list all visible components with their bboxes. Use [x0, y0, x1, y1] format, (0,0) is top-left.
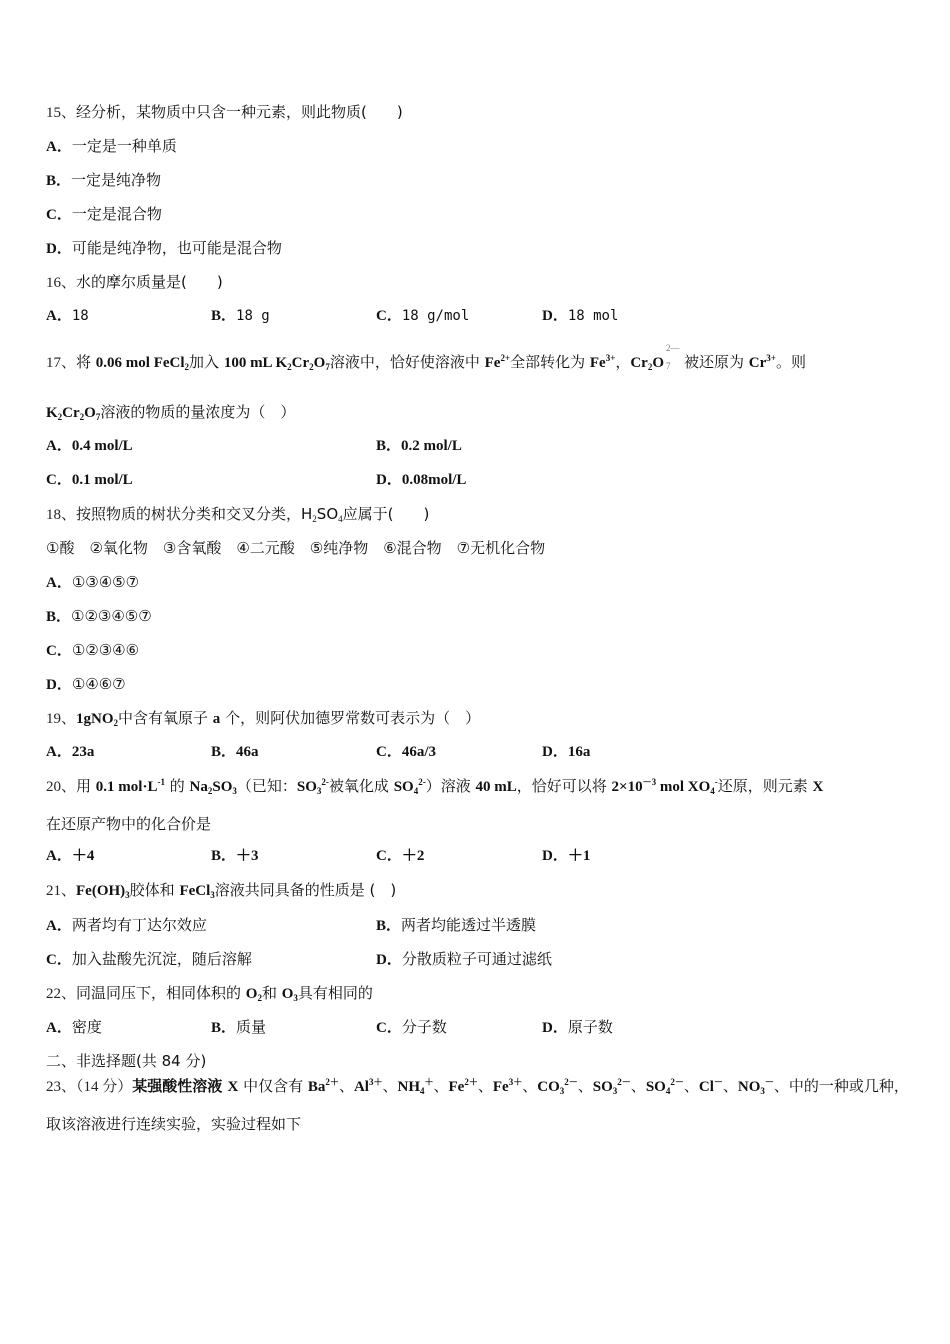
option-text: 0.2 mol/L	[401, 438, 462, 454]
charge-top: 2—	[666, 343, 680, 353]
separator: 、	[683, 1077, 699, 1095]
text: 溶液共同具备的性质是 ( )	[214, 881, 397, 899]
separator: 、	[773, 1077, 789, 1095]
q19-options	[46, 742, 926, 762]
subscript: 4	[710, 786, 715, 796]
ion: $Al^{3+}$	[353, 1077, 383, 1095]
charge-bottom: 7	[666, 361, 671, 371]
text: 某强酸性溶液	[132, 1077, 228, 1095]
option-text: 23a	[71, 744, 95, 760]
q17-option-a	[46, 436, 133, 456]
formula: O	[245, 986, 258, 1002]
text: 的	[164, 777, 190, 795]
subscript: 2	[647, 362, 653, 372]
superscript: 3+	[605, 353, 616, 363]
text: 具有相同的	[297, 984, 373, 1002]
subscript: 2	[57, 412, 63, 422]
option-label: C．	[46, 952, 72, 968]
option-label: A．	[46, 438, 72, 454]
subscript: 4	[338, 514, 343, 524]
option-text: 0.08mol/L	[401, 472, 467, 488]
option-label: C．	[376, 308, 402, 324]
subscript: 2	[312, 514, 317, 524]
text: 中仅含有	[238, 1077, 308, 1095]
q21-option-b	[376, 915, 536, 936]
option-label: D．	[542, 1020, 568, 1036]
question-number: 15、	[46, 105, 77, 121]
q20-stem-line1	[46, 776, 823, 797]
ion: $NH_4^+$	[397, 1077, 434, 1096]
q19-option-a	[46, 742, 94, 762]
question-number: 21、	[46, 883, 77, 899]
superscript: 2-	[418, 777, 426, 787]
separator: 、	[338, 1077, 354, 1095]
formula: Cr	[630, 355, 648, 371]
option-label: B．	[211, 848, 237, 864]
q20-option-b	[211, 846, 259, 866]
formula: SO	[212, 779, 233, 795]
option-label: B．	[46, 609, 72, 625]
subscript: 2	[207, 786, 213, 796]
option-text: ①②③④⑥	[71, 641, 140, 659]
q23-stem-line1	[46, 1076, 909, 1097]
option-label: D．	[542, 744, 568, 760]
ion: $CO_3^{2-}$	[537, 1077, 578, 1096]
classification-items: ①酸 ②氧化物 ③含氧酸 ④二元酸 ⑤纯净物 ⑥混合物 ⑦无机化合物	[46, 539, 546, 557]
text: 加入	[189, 353, 224, 371]
formula: O	[652, 355, 665, 371]
formula: 40 mL	[475, 779, 517, 795]
option-label: A．	[46, 1020, 72, 1036]
q22-options	[46, 1017, 926, 1037]
text: 同温同压下，相同体积的	[76, 984, 246, 1002]
option-label: B．	[211, 1020, 237, 1036]
text: 按照物质的树状分类和交叉分类，H	[76, 505, 313, 523]
ion: $Ba^{2+}$	[307, 1077, 339, 1095]
q18-option-c	[46, 640, 139, 661]
q19-option-d	[542, 742, 590, 762]
subscript: 2	[257, 993, 262, 1003]
option-text: 分散质粒子可通过滤纸	[401, 950, 552, 968]
formula: Cr	[291, 355, 310, 371]
option-text: 0.1 mol/L	[71, 472, 133, 488]
formula: O	[84, 405, 96, 421]
q15-option-a	[46, 136, 177, 157]
option-label: B．	[211, 744, 237, 760]
q21-option-d	[376, 949, 552, 970]
option-text: ＋3	[236, 848, 259, 864]
ion: $Fe^{3+}$	[492, 1077, 523, 1095]
option-label: C．	[376, 1020, 402, 1036]
formula: Cr	[62, 405, 80, 421]
formula: O	[281, 986, 294, 1002]
q20-options	[46, 846, 926, 866]
q16-stem	[46, 272, 223, 293]
q21-options-row1	[46, 915, 926, 935]
variable: X	[812, 779, 824, 795]
q17-stem-line1	[46, 343, 806, 373]
option-label: D．	[46, 677, 72, 693]
section-title: 二、非选择题(共 84 分)	[46, 1052, 207, 1070]
text: 中的一种或几种，	[788, 1077, 909, 1095]
ion: $Fe^{2+}$	[448, 1077, 478, 1095]
charge-stack	[664, 343, 684, 372]
text: 中含有氧原子	[118, 709, 213, 727]
option-text: ＋1	[567, 848, 591, 864]
option-label: A．	[46, 848, 72, 864]
q16-options	[46, 306, 926, 326]
option-label: B．	[46, 173, 72, 189]
q20-option-c	[376, 846, 424, 866]
option-text: 加入盐酸先沉淀，随后溶解	[71, 950, 252, 968]
option-label: D．	[542, 848, 568, 864]
text: 被氧化成	[328, 777, 394, 795]
question-number: 17、	[46, 355, 77, 371]
q21-option-a	[46, 915, 207, 936]
formula: 1gNO	[76, 711, 114, 727]
subscript: 2	[79, 412, 85, 422]
separator: 、	[722, 1077, 738, 1095]
q23-stem-line2	[46, 1114, 301, 1135]
q18-option-d	[46, 674, 126, 695]
q17-options-row1	[46, 436, 926, 456]
q19-option-c	[376, 742, 436, 762]
formula: O	[313, 355, 326, 371]
q18-items	[46, 538, 545, 559]
q21-stem	[46, 880, 396, 901]
q16-option-b	[211, 306, 270, 326]
formula: 0.1 mol·L	[95, 779, 158, 795]
text: 溶液的物质的量浓度为（ ）	[100, 403, 296, 421]
text: 个，则阿伏加德罗常数可表示为（ ）	[220, 709, 481, 727]
ion: $SO_3^{2-}$	[592, 1077, 631, 1096]
formula: Fe	[484, 355, 501, 371]
superscript: 2-	[321, 777, 329, 787]
option-text: 两者均有丁达尔效应	[71, 916, 207, 934]
subscript: 2	[287, 362, 292, 372]
text: ，	[615, 353, 631, 371]
option-text: 46a	[236, 744, 259, 760]
q19-stem	[46, 708, 480, 729]
text: 取该溶液进行连续实验，实验过程如下	[46, 1115, 302, 1133]
subscript: 2	[309, 362, 314, 372]
q15-option-c	[46, 204, 162, 225]
option-label: D．	[376, 952, 402, 968]
text: 在还原产物中的化合价是	[46, 815, 212, 833]
option-label: D．	[376, 472, 402, 488]
formula: 100 mL K	[223, 355, 288, 371]
q22-option-a	[46, 1017, 102, 1038]
formula: 0.06 mol FeCl	[95, 355, 185, 371]
option-text: 18	[71, 308, 89, 324]
subscript: 7	[325, 362, 330, 372]
subscript: 7	[95, 412, 101, 422]
separator: 、	[433, 1077, 449, 1095]
option-label: C．	[46, 472, 72, 488]
ion: $SO_4^{2-}$	[645, 1077, 684, 1096]
option-text: 46a/3	[401, 744, 437, 760]
ion: $NO_3^-$	[737, 1077, 774, 1096]
variable: X	[227, 1079, 239, 1095]
option-text: 18 g/mol	[401, 308, 470, 324]
option-label: A．	[46, 575, 72, 591]
separator: 、	[577, 1077, 593, 1095]
formula: Fe	[589, 355, 606, 371]
q22-option-c	[376, 1017, 447, 1038]
text: SO	[316, 505, 339, 523]
text: 和	[261, 984, 282, 1002]
ion-list	[308, 1079, 789, 1095]
q16-option-c	[376, 306, 469, 326]
question-number: 23、	[46, 1079, 77, 1095]
subscript: 3	[293, 993, 298, 1003]
option-text: ①②③④⑤⑦	[71, 607, 152, 625]
option-text: 两者均能透过半透膜	[401, 916, 537, 934]
option-label: D．	[46, 241, 72, 257]
superscript: －3	[642, 777, 657, 787]
option-label: C．	[46, 207, 72, 223]
subscript: 3	[210, 890, 215, 900]
q21-options-row2	[46, 949, 926, 969]
q15-option-d	[46, 238, 282, 259]
question-score: （14 分）	[76, 1079, 133, 1095]
formula: Fe(OH)	[76, 883, 126, 899]
question-number: 20、	[46, 779, 77, 795]
q20-stem-line2	[46, 814, 211, 835]
option-text: 一定是纯净物	[71, 171, 162, 189]
subscript: 4	[413, 786, 419, 796]
text: 溶液中，恰好使溶液中	[329, 353, 485, 371]
formula: Na	[189, 779, 208, 795]
section-heading	[46, 1051, 206, 1072]
question-number: 19、	[46, 711, 77, 727]
text: 还原，则元素	[717, 777, 813, 795]
question-number: 18、	[46, 507, 77, 523]
text: 。则	[775, 353, 806, 371]
q17-stem-line2	[46, 402, 295, 423]
q18-option-a	[46, 572, 139, 593]
q22-option-b	[211, 1017, 266, 1038]
separator: 、	[477, 1077, 493, 1095]
superscript: 2+	[500, 353, 511, 363]
text: 将	[76, 353, 96, 371]
q17-option-d	[376, 470, 466, 490]
option-text: 18 mol	[567, 308, 619, 324]
formula: FeCl	[179, 883, 211, 899]
text: （已知：	[236, 777, 297, 795]
q15-stem	[46, 102, 403, 123]
text: 被还原为	[684, 353, 749, 371]
option-label: D．	[542, 308, 568, 324]
subscript: 2	[113, 718, 119, 728]
q21-option-c	[46, 949, 252, 970]
separator: 、	[522, 1077, 538, 1095]
option-text: 18 g	[236, 308, 270, 324]
variable: a	[212, 711, 221, 727]
option-text: 分子数	[401, 1018, 447, 1036]
subscript: 2	[184, 362, 190, 372]
q18-stem	[46, 504, 429, 525]
question-number: 22、	[46, 986, 77, 1002]
option-label: C．	[376, 744, 402, 760]
option-label: A．	[46, 918, 72, 934]
superscript: 3+	[766, 353, 776, 363]
formula: Cr	[748, 355, 767, 371]
text: 全部转化为	[510, 353, 590, 371]
q17-option-b	[376, 436, 462, 456]
q16-option-a	[46, 306, 89, 326]
option-text: 16a	[567, 744, 591, 760]
subscript: 3	[232, 786, 237, 796]
superscript: -1	[157, 777, 165, 787]
option-label: B．	[376, 438, 402, 454]
text: 用	[76, 777, 96, 795]
q15-option-b	[46, 170, 161, 191]
q16-option-d	[542, 306, 618, 326]
option-label: A．	[46, 744, 72, 760]
q17-options-row2	[46, 470, 926, 490]
option-text: 密度	[71, 1018, 102, 1036]
option-text: 0.4 mol/L	[71, 438, 133, 454]
text: 胶体和	[129, 881, 180, 899]
superscript: -	[714, 777, 718, 787]
formula: K	[46, 405, 58, 421]
q22-option-d	[542, 1017, 613, 1038]
option-text: ＋4	[71, 848, 95, 864]
option-text: ＋2	[401, 848, 425, 864]
subscript: 3	[316, 786, 322, 796]
q17-option-c	[46, 470, 133, 490]
option-text: 质量	[236, 1018, 267, 1036]
formula: mol XO	[656, 779, 711, 795]
q20-option-a	[46, 846, 94, 866]
question-text: 经分析，某物质中只含一种元素，则此物质( )	[76, 103, 403, 121]
option-label: A．	[46, 308, 72, 324]
formula: 2×10	[611, 779, 643, 795]
ion: Cl－	[698, 1077, 723, 1095]
separator: 、	[630, 1077, 646, 1095]
option-text: 一定是一种单质	[71, 137, 177, 155]
option-label: C．	[376, 848, 402, 864]
option-label: B．	[211, 308, 237, 324]
question-number: 16、	[46, 275, 77, 291]
formula: SO	[393, 779, 414, 795]
text: ，恰好可以将	[516, 777, 612, 795]
option-text: ①③④⑤⑦	[71, 573, 140, 591]
formula: SO	[296, 779, 317, 795]
separator: 、	[382, 1077, 398, 1095]
option-text: 一定是混合物	[71, 205, 162, 223]
option-label: C．	[46, 643, 72, 659]
option-text: ①④⑥⑦	[71, 675, 126, 693]
q19-option-b	[211, 742, 259, 762]
q18-option-b	[46, 606, 152, 627]
question-text: 水的摩尔质量是( )	[76, 273, 223, 291]
text: ）溶液	[425, 777, 476, 795]
option-label: B．	[376, 918, 402, 934]
text: 应属于( )	[342, 505, 430, 523]
q22-stem	[46, 983, 373, 1004]
option-text: 原子数	[567, 1018, 613, 1036]
option-text: 可能是纯净物，也可能是混合物	[71, 239, 282, 257]
subscript: 3	[125, 890, 130, 900]
option-label: A．	[46, 139, 72, 155]
q20-option-d	[542, 846, 590, 866]
